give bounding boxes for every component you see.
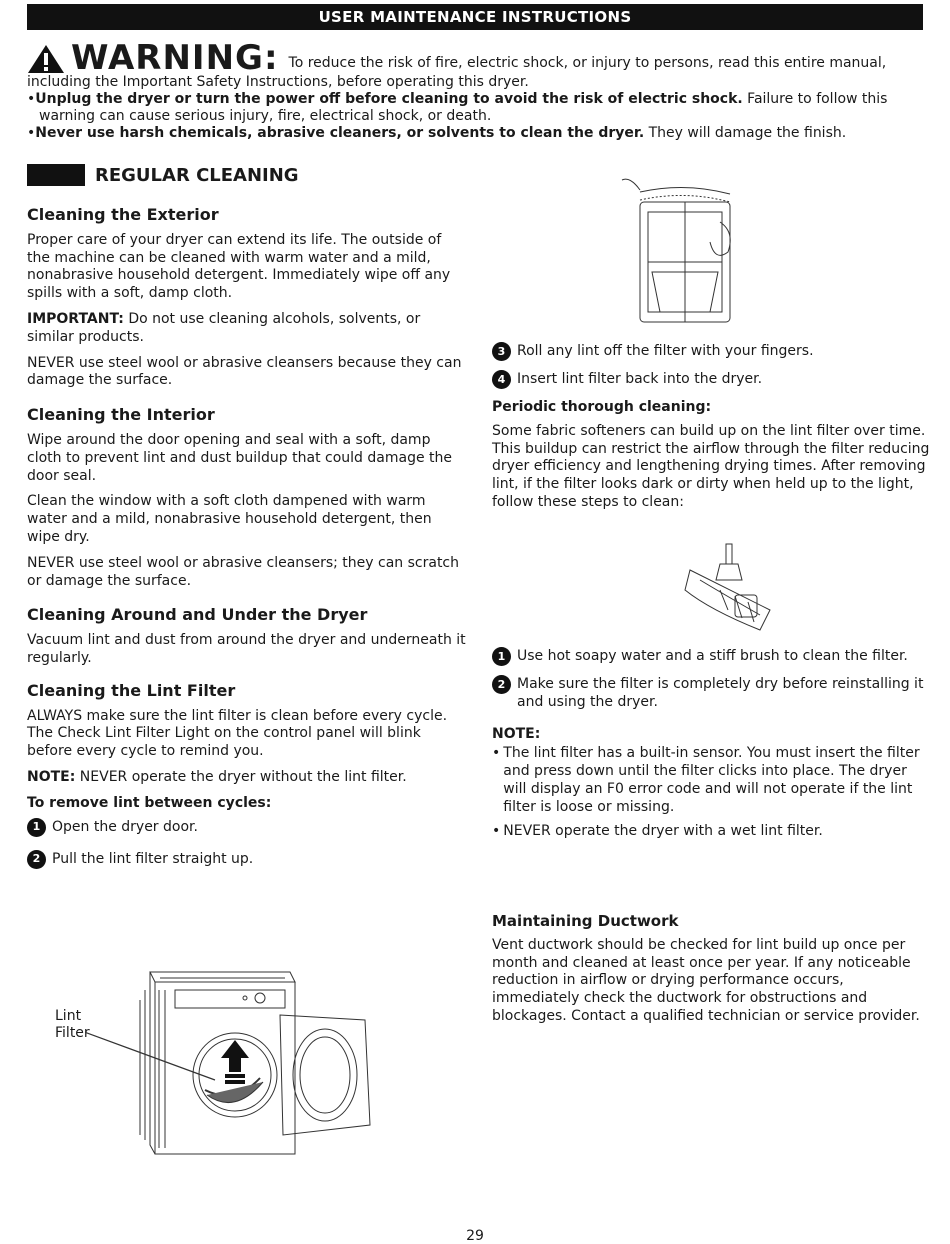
bullet-mark: •: [492, 822, 501, 839]
warning-intro-cont: including the Important Safety Instructions, before operating this dryer.: [27, 74, 529, 90]
ductwork-heading: Maintaining Ductwork: [492, 912, 679, 930]
exterior-paragraph: Proper care of your dryer can extend its life. The outside of the machine can be cleaned with warm water and a mild, nonabrasive household detergent. Immediately wipe off any spills with a soft, damp cloth.: [27, 231, 451, 302]
around-paragraph: Vacuum lint and dust from around the dryer and underneath it regularly.: [27, 632, 466, 666]
lint-filter-roll-illustration: [610, 172, 750, 332]
right-column-middle: [492, 648, 932, 850]
step-number: 2: [492, 675, 511, 694]
section-heading: [27, 164, 299, 186]
section-marker: [27, 164, 85, 186]
step-number: 2: [27, 850, 46, 869]
step-number: 1: [492, 647, 511, 666]
around-heading: Cleaning Around and Under the Dryer: [27, 605, 368, 625]
clean-step-2: [492, 676, 932, 712]
clean-step-1: [492, 648, 932, 666]
note-item-2: [492, 823, 932, 841]
remove-lint-heading: To remove lint between cycles:: [27, 794, 272, 811]
periodic-paragraph: Some fabric softeners can build up on the lint filter over time. This buildup can restrict the airflow through the filter reducing dryer efficiency and lengthening drying times. After removing lint, if the filter looks dark or dirty when held up to the light, follow these steps to clean:: [492, 422, 930, 510]
filter-brush-illustration: [680, 540, 790, 640]
lint-note: NOTE: NEVER operate the dryer without the lint filter.: [27, 768, 407, 785]
dryer-illustration: [85, 960, 385, 1160]
page-header-bar: USER MAINTENANCE INSTRUCTIONS: [27, 4, 923, 30]
warning-bullet-1-cont: warning can cause serious injury, fire, electrical shock, or death.: [39, 108, 492, 124]
interior-paragraph-2: Clean the window with a soft cloth dampened with warm water and a mild, nonabrasive household detergent, then wipe dry.: [27, 493, 432, 545]
step-4: [492, 371, 932, 389]
right-column-upper: [492, 343, 932, 520]
exterior-heading: Cleaning the Exterior: [27, 205, 219, 224]
step-number: 1: [27, 818, 46, 837]
page-number: 29: [466, 1228, 484, 1244]
lint-heading: Cleaning the Lint Filter: [27, 680, 236, 700]
bullet-mark: •: [492, 745, 501, 762]
step-3: [492, 343, 932, 361]
note-heading: NOTE:: [492, 725, 541, 742]
step-text: Insert lint filter back into the dryer.: [517, 371, 763, 387]
callout-line-2: Filter: [55, 1025, 90, 1041]
warning-bullet-1: •Unplug the dryer or turn the power off before cleaning to avoid the risk of electric shock. Failure to follow this: [27, 91, 888, 107]
warning-triangle-icon: [27, 44, 65, 74]
step-text: Roll any lint off the filter with your fingers.: [517, 343, 814, 359]
step-2: [27, 851, 467, 869]
step-text: Open the dryer door.: [52, 818, 198, 835]
section-title: REGULAR CLEANING: [95, 164, 299, 186]
interior-paragraph-3: NEVER use steel wool or abrasive cleansers; they can scratch or damage the surface.: [27, 554, 459, 589]
right-column-lower: [492, 913, 932, 1034]
interior-paragraph-1: Wipe around the door opening and seal with a soft, damp cloth to prevent lint and dust buildup that could damage the door seal.: [27, 431, 452, 484]
step-1: [27, 819, 467, 837]
ductwork-paragraph: Vent ductwork should be checked for lint build up once per month and cleaned at least once per year. If any noticeable reduction in airflow or drying performance occurs, immediately check the ductwork for obstructions and blockages. Contact a qualified technician or service provider.: [492, 936, 920, 1024]
interior-heading: Cleaning the Interior: [27, 405, 215, 425]
step-text: Use hot soapy water and a stiff brush to clean the filter.: [517, 648, 908, 664]
lint-paragraph: ALWAYS make sure the lint filter is clean before every cycle. The Check Lint Filter Light on the control panel will blink before every cycle to remind you.: [27, 707, 448, 760]
step-number: 4: [492, 370, 511, 389]
step-text: Pull the lint filter straight up.: [52, 850, 254, 867]
exterior-never: NEVER use steel wool or abrasive cleansers because they can damage the surface.: [27, 354, 462, 389]
periodic-heading: Periodic thorough cleaning:: [492, 399, 712, 415]
note-text: NEVER operate the dryer with a wet lint filter.: [503, 822, 823, 839]
warning-bullet-2: •Never use harsh chemicals, abrasive cleaners, or solvents to clean the dryer. They will damage the finish.: [27, 125, 847, 141]
warning-label: WARNING:: [71, 38, 279, 78]
exterior-important: IMPORTANT: Do not use cleaning alcohols, solvents, or similar products.: [27, 310, 421, 345]
step-text: Make sure the filter is completely dry before reinstalling it and using the dryer.: [517, 676, 924, 710]
note-text: The lint filter has a built-in sensor. You must insert the filter and press down until the filter clicks into place. The dryer will display an F0 error code and will not operate if the lint filter is loose or missing.: [503, 745, 920, 815]
warning-intro: To reduce the risk of fire, electric shock, or injury to persons, read this entire manual,: [288, 55, 887, 71]
note-item-1: [492, 745, 932, 816]
left-column: [27, 206, 467, 879]
warning-block: [27, 38, 923, 142]
step-number: 3: [492, 342, 511, 361]
callout-line-1: Lint: [55, 1008, 82, 1024]
